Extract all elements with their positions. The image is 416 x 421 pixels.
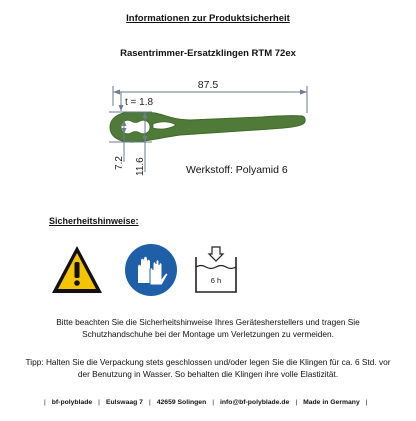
height-label-small: 7.2	[114, 156, 125, 170]
product-title: Rasentrimmer-Ersatzklingen RTM 72ex	[120, 48, 296, 59]
page-title: Informationen zur Produktsicherheit	[126, 13, 290, 24]
thickness-label: t = 1.8	[125, 97, 154, 108]
height-label-large: 11.6	[135, 157, 146, 176]
safety-instruction: Bitte beachten Sie die Sicherheitshinweise Ihres Gerätesherstellers und tragen Sie Schutzhandschuhe bei der Montage um Verletzungen zu vermeiden.	[56, 317, 360, 339]
material-label: Werkstoff: Polyamid 6	[186, 164, 288, 176]
footer-origin: Made in Germany	[303, 399, 360, 406]
soak-duration-label: 6 h	[210, 276, 222, 285]
blade-mount-hole	[121, 120, 150, 134]
storage-tip: Tipp: Halten Sie die Verpackung stets geschlossen und/oder legen Sie die Klingen für ca. 6 Std. vor der Benutzung in Wasser. So behalten die Klingen ihre volle Elastizität.	[25, 357, 391, 379]
warning-triangle-icon	[50, 243, 104, 297]
footer-email[interactable]: info@bf-polyblade.de	[220, 399, 290, 406]
safety-heading: Sicherheitshinweise:	[49, 216, 139, 226]
gloves-icon	[124, 243, 178, 297]
length-label: 87.5	[197, 79, 219, 91]
thickness-dimension	[119, 92, 124, 111]
footer-street: Eulswaag 7	[105, 399, 143, 406]
footer-city: 42659 Solingen	[156, 399, 207, 406]
footer-company: bf-polyblade	[51, 399, 93, 406]
water-soak-icon	[188, 243, 244, 297]
footer-contact: | bf-polyblade | Eulswaag 7 | 42659 Solingen | info@bf-polyblade.de | Made in Germany |	[44, 399, 368, 406]
